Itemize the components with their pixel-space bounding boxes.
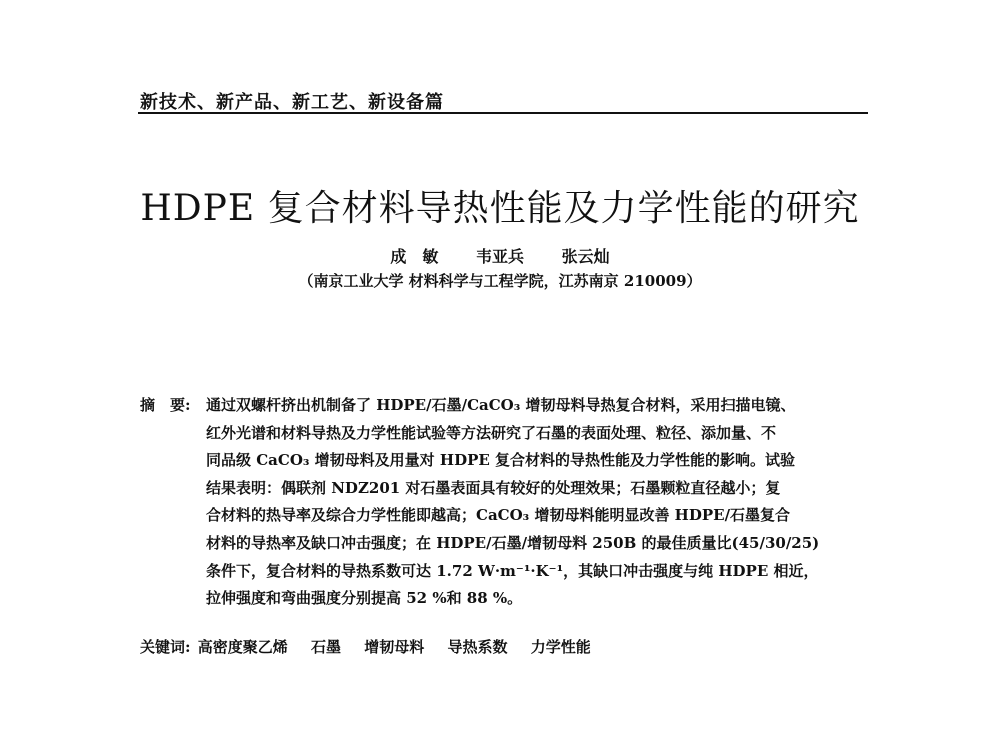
author-2: 韦亚兵 — [475, 247, 524, 266]
keyword-item: 导热系数 — [447, 638, 508, 656]
abstract-line: 合材料的热导率及综合力学性能即越高；CaCO₃ 增韧母料能明显改善 HDPE/石墨复合 — [206, 506, 791, 525]
abstract-line: 拉伸强度和弯曲强度分别提高 52 %和 88 %。 — [206, 589, 523, 608]
keywords-label: 关键词: — [140, 638, 191, 656]
abstract — [140, 392, 868, 613]
keyword-item: 增韧母料 — [364, 638, 425, 656]
abstract-line: 同品级 CaCO₃ 增韧母料及用量对 HDPE 复合材料的导热性能及力学性能的影响。试验 — [206, 451, 796, 470]
abstract-body — [206, 392, 868, 613]
author-1: 成 敏 — [390, 247, 439, 266]
keyword-item: 高密度聚乙烯 — [197, 638, 288, 656]
header-divider — [138, 112, 868, 114]
section-header: 新技术、新产品、新工艺、新设备篇 — [140, 92, 444, 113]
abstract-line: 红外光谱和材料导热及力学性能试验等方法研究了石墨的表面处理、粒径、添加量、不 — [206, 423, 777, 442]
abstract-line: 材料的导热率及缺口冲击强度；在 HDPE/石墨/增韧母料 250B 的最佳质量比(45/30/25) — [206, 533, 820, 552]
abstract-label: 摘 要: — [140, 396, 191, 414]
abstract-line: 结果表明：偶联剂 NDZ201 对石墨表面具有较好的处理效果；石墨颗粒直径越小；复 — [206, 478, 781, 497]
keyword-item: 石墨 — [311, 638, 342, 656]
affiliation: （南京工业大学 材料科学与工程学院，江苏南京 210009） — [298, 272, 702, 290]
abstract-line: 通过双螺杆挤出机制备了 HDPE/石墨/CaCO₃ 增韧母料导热复合材料，采用扫描电镜、 — [206, 396, 796, 414]
keyword-item: 力学性能 — [530, 638, 591, 656]
author-list — [0, 244, 1000, 267]
author-3: 张云灿 — [561, 247, 610, 266]
abstract-line: 条件下，复合材料的导热系数可达 1.72 W·m⁻¹·K⁻¹，其缺口冲击强度与纯 HDPE 相近， — [206, 561, 819, 580]
paper-title: HDPE 复合材料导热性能及力学性能的研究 — [140, 188, 860, 229]
keywords — [140, 636, 609, 657]
